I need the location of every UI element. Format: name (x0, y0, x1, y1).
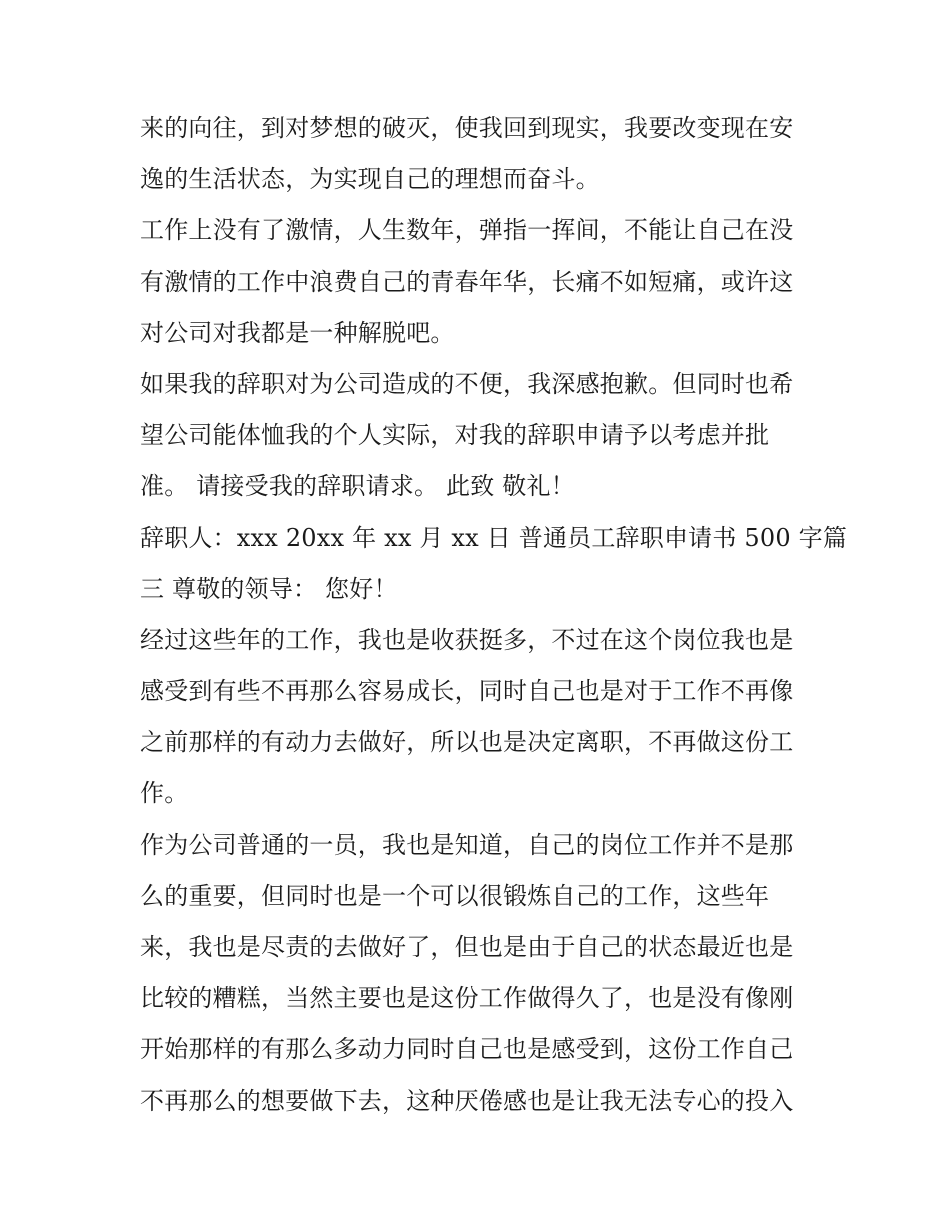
text-line: 么的重要，但同时也是一个可以很锻炼自己的工作，这些年 (140, 881, 770, 910)
text-line: 准。 请接受我的辞职请求。 此致 敬礼！ (140, 472, 575, 501)
text-line: 开始那样的有那么多动力同时自己也是感受到，这份工作自己 (140, 1035, 794, 1064)
text-line: 工作上没有了激情，人生数年，弹指一挥间，不能让自己在没 (140, 216, 794, 245)
document-body (140, 103, 848, 1127)
text-line: 三 尊敬的领导： 您好！ (140, 574, 398, 603)
text-line: 作为公司普通的一员，我也是知道，自己的岗位工作并不是那 (140, 830, 794, 859)
text-line: 如果我的辞职对为公司造成的不便，我深感抱歉。但同时也希 (140, 369, 794, 398)
text-line: 作。 (140, 779, 189, 808)
text-line: 感受到有些不再那么容易成长，同时自己也是对于工作不再像 (140, 677, 794, 706)
text-line: 来，我也是尽责的去做好了，但也是由于自己的状态最近也是 (140, 933, 794, 961)
text-line: 辞职人：xxx 20xx 年 xx 月 xx 日 普通员工辞职申请书 500 字篇 (140, 523, 848, 552)
text-line: 不再那么的想要做下去，这种厌倦感也是让我无法专心的投入 (140, 1086, 794, 1115)
text-line: 望公司能体恤我的个人实际，对我的辞职申请予以考虑并批 (140, 421, 770, 450)
text-line: 逸的生活状态，为实现自己的理想而奋斗。 (140, 165, 600, 194)
text-line: 之前那样的有动力去做好，所以也是决定离职，不再做这份工 (140, 728, 794, 757)
text-line: 对公司对我都是一种解脱吧。 (140, 318, 455, 347)
text-line: 比较的糟糕，当然主要也是这份工作做得久了，也是没有像刚 (140, 984, 794, 1013)
text-line: 来的向往，到对梦想的破灭，使我回到现实，我要改变现在安 (140, 114, 794, 142)
text-line: 经过这些年的工作，我也是收获挺多，不过在这个岗位我也是 (140, 625, 794, 654)
text-line: 有激情的工作中浪费自己的青春年华，长痛不如短痛，或许这 (140, 267, 794, 296)
